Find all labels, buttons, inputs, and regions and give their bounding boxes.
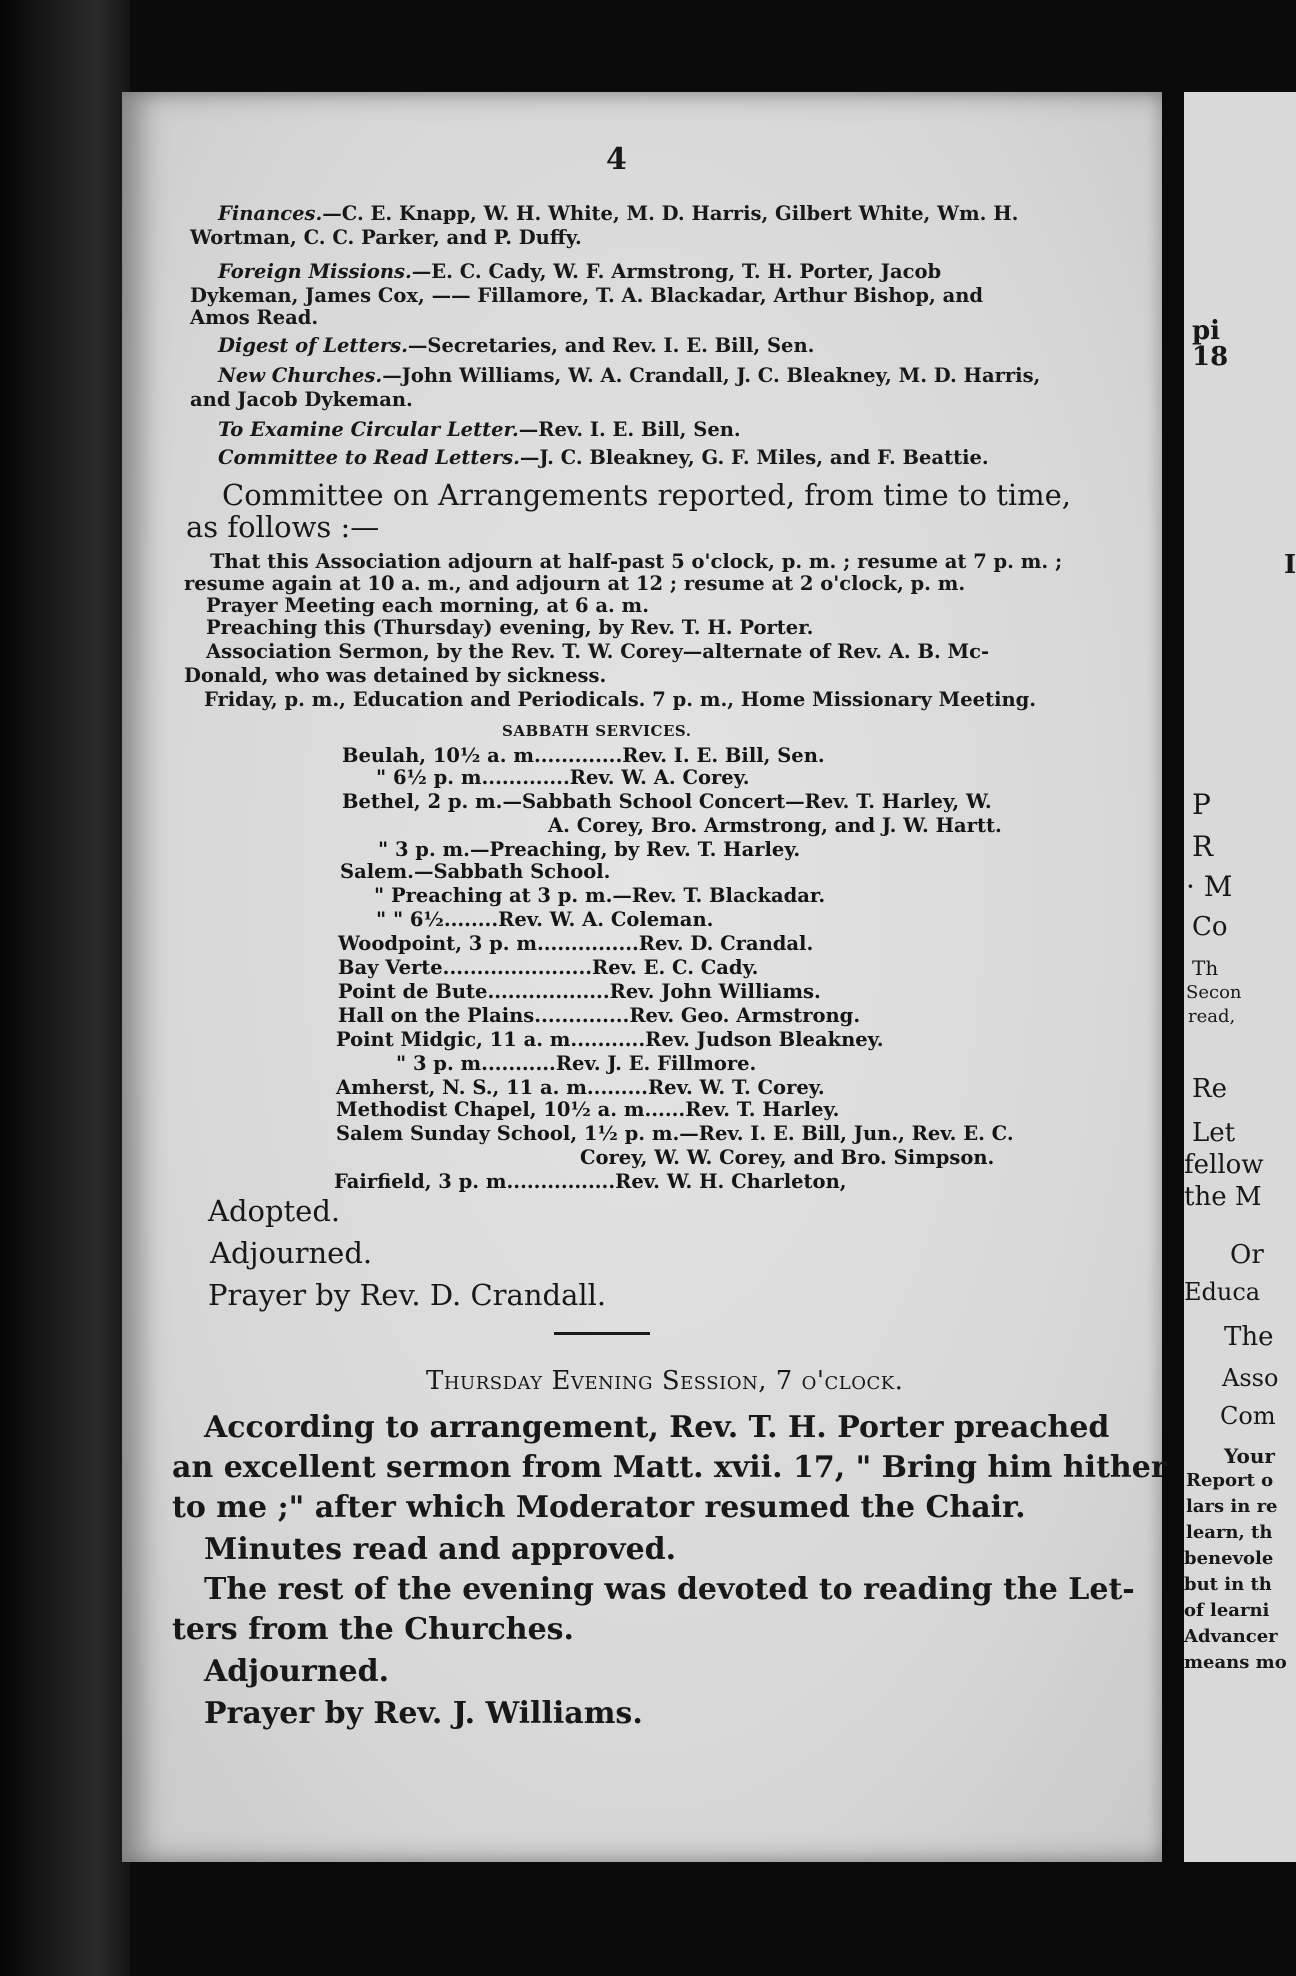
right-fragment-line: learn, th [1186, 1522, 1273, 1543]
adopted-line: Adopted. [208, 1194, 341, 1228]
service-leader: ..................Rev. John Williams. [487, 980, 821, 1003]
sabbath-services-heading: SABBATH SERVICES. [502, 722, 692, 740]
committee-text: —Rev. I. E. Bill, Sen. [518, 418, 741, 441]
arrangements-heading: Committee on Arrangements reported, from time to time, [222, 478, 1072, 512]
service-leader: ..............Rev. Geo. Armstrong. [534, 1004, 861, 1027]
arrangement-line: resume again at 10 a. m., and adjourn at 12 ; resume at 2 o'clock, p. m. [184, 572, 966, 595]
right-fragment-line: Educa [1184, 1278, 1261, 1306]
service-leader: .....Rev. T. Harley. [651, 1098, 840, 1121]
service-place: Beulah, 10½ a. m. [342, 744, 541, 767]
service-place: Bethel, 2 p. m. [342, 790, 503, 813]
section-divider [554, 1332, 650, 1335]
page-number: 4 [606, 142, 627, 177]
committee-label: Committee to Read Letters. [218, 446, 520, 469]
right-fragment-line: the M [1184, 1182, 1262, 1212]
arrangement-line: Friday, p. m., Education and Periodicals. 7 p. m., Home Missionary Meeting. [204, 688, 1037, 711]
service-place: Point Midgic, 11 a. m. [336, 1028, 578, 1051]
arrangement-line: Prayer Meeting each morning, at 6 a. m. [206, 594, 649, 617]
service-leader: —Rev. T. Blackadar. [612, 884, 826, 907]
evening-text-line: ters from the Churches. [172, 1612, 574, 1647]
right-fragment-line: Advancer [1184, 1626, 1278, 1647]
committee-label: To Examine Circular Letter. [218, 418, 519, 441]
right-fragment-line: Th [1192, 956, 1219, 980]
committee-text: —C. E. Knapp, W. H. White, M. D. Harris, Gilbert White, Wm. H. [322, 202, 1019, 225]
service-leader: ............Rev. W. A. Corey. [488, 766, 750, 789]
evening-session-heading: Thursday Evening Session, 7 o'clock. [426, 1366, 904, 1396]
book-page-right-fragment [1184, 92, 1296, 1862]
right-fragment-line: R [1192, 830, 1214, 863]
right-fragment-line: Your [1224, 1444, 1275, 1468]
service-row [338, 956, 758, 979]
right-fragment-line: means mo [1184, 1652, 1287, 1673]
committee-text: —Secretaries, and Rev. I. E. Bill, Sen. [407, 334, 815, 357]
arrangement-line: Preaching this (Thursday) evening, by Rev. T. H. Porter. [206, 616, 814, 639]
right-fragment-line: P [1192, 788, 1211, 821]
prayer-line-evening: Prayer by Rev. J. Williams. [204, 1696, 643, 1731]
service-leader: A. Corey, Bro. Armstrong, and J. W. Hartt. [548, 814, 1002, 837]
service-row [376, 766, 750, 789]
service-row [342, 790, 992, 813]
service-leader: —Sabbath School. [413, 860, 611, 883]
committee-text: —J. C. Bleakney, G. F. Miles, and F. Beattie. [519, 446, 989, 469]
arrangement-line: Association Sermon, by the Rev. T. W. Corey—alternate of Rev. A. B. Mc- [206, 640, 990, 663]
committee-line [190, 226, 582, 249]
arrangement-line: Donald, who was detained by sickness. [184, 664, 607, 687]
service-leader: ..........Rev. Judson Bleakney. [577, 1028, 884, 1051]
committee-label: New Churches. [218, 364, 383, 387]
right-fragment-line: Co [1192, 912, 1228, 942]
right-fragment-line: Report o [1186, 1470, 1274, 1491]
service-place: " 3 p. m. [396, 1052, 488, 1075]
committee-line [218, 202, 1018, 225]
evening-paragraph-line: to me ;" after which Moderator resumed the Chair. [172, 1490, 1026, 1525]
prayer-line: Prayer by Rev. D. Crandall. [208, 1278, 607, 1312]
right-fragment-line: of learni [1184, 1600, 1270, 1621]
service-row [336, 1076, 825, 1099]
right-fragment-line: The [1224, 1322, 1274, 1352]
book-binding-edge [0, 0, 130, 1976]
right-fragment-line: Let [1192, 1118, 1236, 1148]
committee-line [218, 260, 941, 283]
committee-text: Wortman, C. C. Parker, and P. Duffy. [190, 226, 582, 249]
committee-label: Finances. [218, 202, 323, 225]
right-fragment-line: but in th [1184, 1574, 1272, 1595]
service-place: Woodpoint, 3 p. m. [338, 932, 544, 955]
service-leader: Corey, W. W. Corey, and Bro. Simpson. [580, 1146, 995, 1169]
right-fragment-line: pi [1192, 316, 1221, 346]
service-leader: —Preaching, by Rev. T. Harley. [469, 838, 801, 861]
service-leader: ..........Rev. J. E. Fillmore. [487, 1052, 757, 1075]
evening-paragraph-line: According to arrangement, Rev. T. H. Porter preached [204, 1410, 1110, 1445]
right-fragment-line: Secon [1186, 982, 1242, 1003]
arrangement-line: That this Association adjourn at half-past 5 o'clock, p. m. ; resume at 7 p. m. ; [210, 550, 1063, 573]
committee-text: —E. C. Cady, W. F. Armstrong, T. H. Porter, Jacob [411, 260, 942, 283]
service-place: Bay Verte [338, 956, 443, 979]
service-row [340, 860, 610, 883]
service-row [374, 884, 825, 907]
evening-text-line: The rest of the evening was devoted to reading the Let- [204, 1572, 1135, 1607]
right-fragment-line: 18 [1192, 342, 1229, 372]
adjourned-line: Adjourned. [210, 1236, 373, 1270]
service-place: Hall on the Plains [338, 1004, 535, 1027]
committee-label: Foreign Missions. [218, 260, 412, 283]
committee-text: and Jacob Dykeman. [190, 388, 413, 411]
right-fragment-line: Re [1192, 1074, 1227, 1104]
service-place: Fairfield, 3 p. m. [334, 1170, 514, 1193]
right-fragment-line: · M [1186, 870, 1233, 903]
committee-line [190, 284, 983, 307]
service-leader: ........Rev. W. A. Coleman. [443, 908, 714, 931]
service-leader: ........Rev. W. T. Corey. [593, 1076, 825, 1099]
arrangements-heading-cont: as follows :— [186, 510, 380, 544]
service-leader: —Rev. I. E. Bill, Jun., Rev. E. C. [679, 1122, 1014, 1145]
service-row [336, 1028, 884, 1051]
service-row [580, 1146, 994, 1169]
committee-line [218, 364, 1040, 387]
service-row [548, 814, 1002, 837]
service-row [338, 980, 821, 1003]
service-place: " 3 p. m. [378, 838, 470, 861]
service-place: Salem Sunday School, 1½ p. m. [336, 1122, 680, 1145]
service-row [378, 838, 800, 861]
right-fragment-line: fellow [1184, 1150, 1264, 1180]
service-leader: ...............Rev. W. H. Charleton, [513, 1170, 847, 1193]
service-place: Methodist Chapel, 10½ a. m. [336, 1098, 652, 1121]
service-place: Salem. [340, 860, 414, 883]
committee-line [218, 334, 814, 357]
committee-label: Digest of Letters. [218, 334, 408, 357]
service-place: " 6½ p. m. [376, 766, 489, 789]
right-fragment-line: Com [1220, 1402, 1276, 1430]
right-fragment-line: benevole [1184, 1548, 1274, 1569]
committee-line [218, 418, 741, 441]
service-place: " " 6½ [376, 908, 444, 931]
service-place: " Preaching at 3 p. m. [374, 884, 613, 907]
service-row [376, 908, 713, 931]
right-fragment-line: read, [1188, 1006, 1236, 1027]
right-fragment-line: lars in re [1186, 1496, 1278, 1517]
service-row [338, 932, 813, 955]
service-row [336, 1122, 1014, 1145]
service-place: Amherst, N. S., 11 a. m. [336, 1076, 594, 1099]
service-leader: ......................Rev. E. C. Cady. [442, 956, 759, 979]
right-fragment-line: I [1284, 550, 1296, 580]
service-leader: —Sabbath School Concert—Rev. T. Harley, W. [502, 790, 992, 813]
committee-line [190, 306, 318, 329]
right-fragment-line: Asso [1222, 1364, 1279, 1392]
service-row [336, 1098, 839, 1121]
service-place: Point de Bute [338, 980, 488, 1003]
adjourned-line-evening: Adjourned. [204, 1654, 390, 1689]
page-gutter [1162, 92, 1184, 1862]
committee-text: Amos Read. [190, 306, 319, 329]
service-row [396, 1052, 756, 1075]
service-row [338, 1004, 860, 1027]
committee-line [218, 446, 989, 469]
service-leader: ............Rev. I. E. Bill, Sen. [540, 744, 825, 767]
minutes-line: Minutes read and approved. [204, 1532, 677, 1567]
evening-paragraph-line: an excellent sermon from Matt. xvii. 17, " Bring him hither [172, 1450, 1167, 1485]
service-row [342, 744, 825, 767]
service-leader: ..............Rev. D. Crandal. [543, 932, 814, 955]
committee-line [190, 388, 413, 411]
service-row [334, 1170, 847, 1193]
committee-text: —John Williams, W. A. Crandall, J. C. Bleakney, M. D. Harris, [382, 364, 1041, 387]
committee-text: Dykeman, James Cox, —— Fillamore, T. A. Blackadar, Arthur Bishop, and [190, 284, 984, 307]
right-fragment-line: Or [1230, 1240, 1264, 1270]
